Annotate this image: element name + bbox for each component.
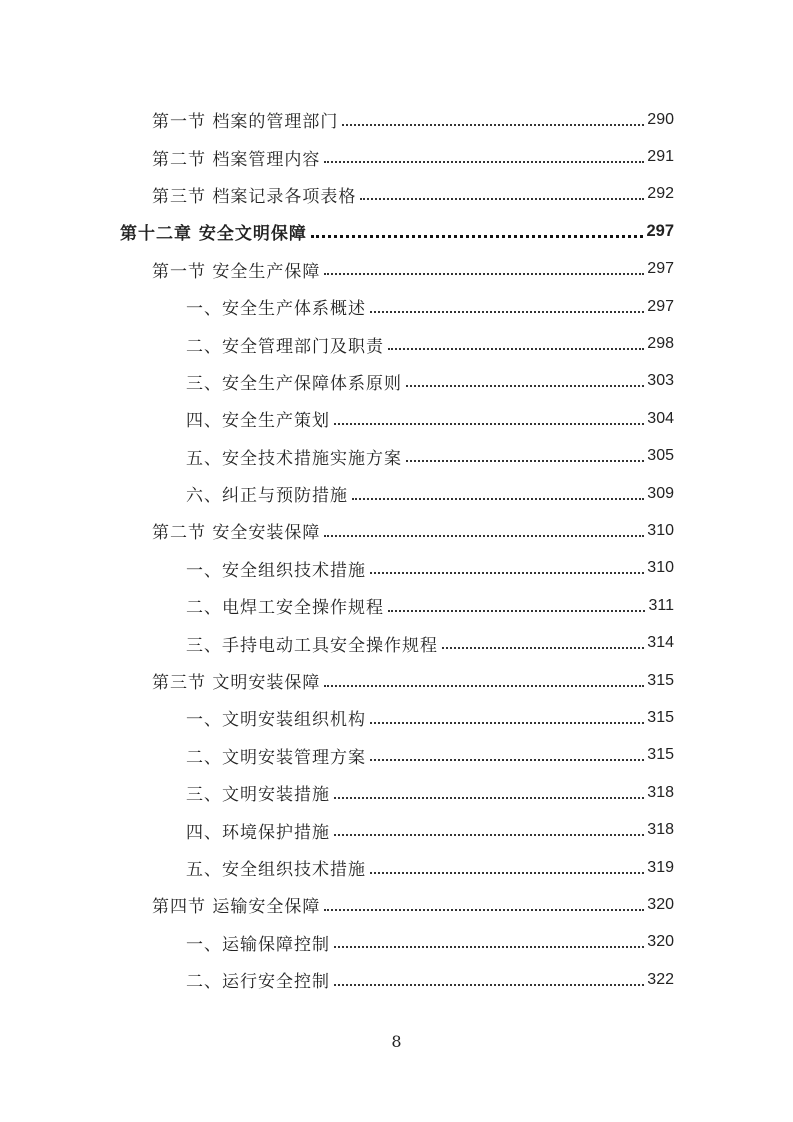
toc-entry-page: 311 — [648, 596, 674, 614]
toc-entry-page: 320 — [647, 933, 674, 951]
toc-entry-title: 一、运输保障控制 — [186, 934, 330, 955]
toc-entry-title: 四、安全生产策划 — [186, 411, 330, 432]
dot-leader — [388, 328, 644, 350]
toc-entry-item[interactable] — [0, 400, 793, 437]
dot-leader — [342, 104, 644, 126]
toc-entry-page: 318 — [647, 821, 674, 839]
dot-leader — [311, 215, 644, 238]
toc-entry-section[interactable] — [0, 662, 793, 699]
toc-entry-item[interactable] — [0, 438, 793, 475]
toc-entry-title: 第一节 档案的管理部门 — [152, 112, 339, 133]
table-of-contents — [0, 101, 793, 998]
toc-entry-item[interactable] — [0, 363, 793, 400]
toc-entry-page: 315 — [647, 671, 674, 689]
toc-entry-page: 310 — [647, 521, 674, 539]
dot-leader — [388, 590, 645, 612]
toc-entry-item[interactable] — [0, 811, 793, 848]
toc-entry-title: 第四节 运输安全保障 — [152, 897, 321, 918]
toc-entry-title: 五、安全技术措施实施方案 — [186, 448, 402, 469]
dot-leader — [324, 253, 644, 275]
toc-entry-item[interactable] — [0, 849, 793, 886]
toc-entry-page: 320 — [647, 895, 674, 913]
toc-entry-page: 319 — [647, 858, 674, 876]
toc-entry-title: 二、文明安装管理方案 — [186, 747, 366, 768]
toc-entry-page: 315 — [647, 708, 674, 726]
toc-entry-item[interactable] — [0, 587, 793, 624]
dot-leader — [324, 141, 644, 163]
dot-leader — [334, 403, 644, 425]
dot-leader — [352, 478, 644, 500]
toc-entry-title: 二、运行安全控制 — [186, 972, 330, 993]
toc-entry-item[interactable] — [0, 924, 793, 961]
toc-entry-page: 297 — [647, 297, 674, 315]
toc-entry-item[interactable] — [0, 550, 793, 587]
dot-leader — [442, 627, 644, 649]
toc-entry-title: 五、安全组织技术措施 — [186, 860, 366, 880]
toc-entry-title: 第二节 安全安装保障 — [152, 523, 321, 544]
dot-leader — [370, 552, 644, 574]
toc-entry-title: 六、纠正与预防措施 — [186, 486, 348, 507]
dot-leader — [406, 440, 644, 462]
toc-entry-page: 315 — [647, 746, 674, 764]
dot-leader — [370, 739, 644, 761]
toc-entry-section[interactable] — [0, 138, 793, 175]
toc-entry-title: 第三节 档案记录各项表格 — [152, 186, 357, 207]
toc-entry-title: 第二节 档案管理内容 — [152, 149, 321, 170]
toc-entry-item[interactable] — [0, 325, 793, 362]
dot-leader — [334, 926, 644, 948]
toc-entry-item[interactable] — [0, 774, 793, 811]
toc-entry-chapter[interactable] — [0, 213, 793, 250]
toc-entry-item[interactable] — [0, 961, 793, 998]
dot-leader — [406, 365, 644, 387]
toc-entry-item[interactable] — [0, 624, 793, 661]
dot-leader — [370, 702, 644, 724]
toc-entry-page: 303 — [647, 372, 674, 390]
toc-entry-page: 322 — [647, 970, 674, 988]
toc-entry-page: 318 — [647, 783, 674, 801]
toc-entry-title: 二、电焊工安全操作规程 — [186, 598, 384, 619]
toc-entry-page: 297 — [646, 222, 674, 241]
toc-entry-page: 297 — [647, 260, 674, 278]
page-number: 8 — [391, 1032, 402, 1051]
toc-entry-section[interactable] — [0, 512, 793, 549]
toc-entry-title: 一、安全组织技术措施 — [186, 560, 366, 581]
toc-entry-section[interactable] — [0, 101, 793, 138]
toc-entry-title: 三、手持电动工具安全操作规程 — [186, 635, 438, 656]
dot-leader — [324, 665, 644, 687]
toc-entry-title: 二、安全管理部门及职责 — [186, 336, 384, 357]
toc-entry-section[interactable] — [0, 251, 793, 288]
toc-entry-page: 305 — [647, 447, 674, 465]
toc-entry-title: 一、文明安装组织机构 — [186, 710, 366, 731]
toc-entry-title: 第三节 文明安装保障 — [152, 673, 321, 694]
toc-entry-page: 314 — [647, 634, 674, 652]
toc-entry-item[interactable] — [0, 288, 793, 325]
toc-entry-section[interactable] — [0, 886, 793, 923]
toc-entry-title: 一、安全生产体系概述 — [186, 299, 366, 320]
toc-entry-title: 第十二章 安全文明保障 — [120, 224, 307, 245]
toc-entry-item[interactable] — [0, 475, 793, 512]
toc-entry-page: 298 — [647, 335, 674, 353]
toc-entry-page: 290 — [647, 110, 674, 128]
toc-entry-section[interactable] — [0, 176, 793, 213]
dot-leader — [324, 515, 644, 537]
dot-leader — [370, 291, 644, 313]
toc-entry-title: 三、安全生产保障体系原则 — [186, 373, 402, 394]
dot-leader — [360, 178, 644, 200]
toc-entry-title: 三、文明安装措施 — [186, 785, 330, 806]
dot-leader — [334, 964, 644, 986]
toc-entry-title: 四、环境保护措施 — [186, 822, 330, 843]
dot-leader — [370, 852, 644, 874]
toc-entry-title: 第一节 安全生产保障 — [152, 261, 321, 282]
dot-leader — [334, 777, 644, 799]
toc-entry-page: 292 — [647, 185, 674, 203]
toc-entry-page: 309 — [647, 484, 674, 502]
toc-entry-page: 304 — [647, 409, 674, 427]
toc-entry-page: 291 — [647, 148, 674, 166]
toc-entry-item[interactable] — [0, 699, 793, 736]
dot-leader — [324, 889, 644, 911]
dot-leader — [334, 814, 644, 836]
toc-entry-page: 310 — [647, 559, 674, 577]
toc-entry-item[interactable] — [0, 737, 793, 774]
